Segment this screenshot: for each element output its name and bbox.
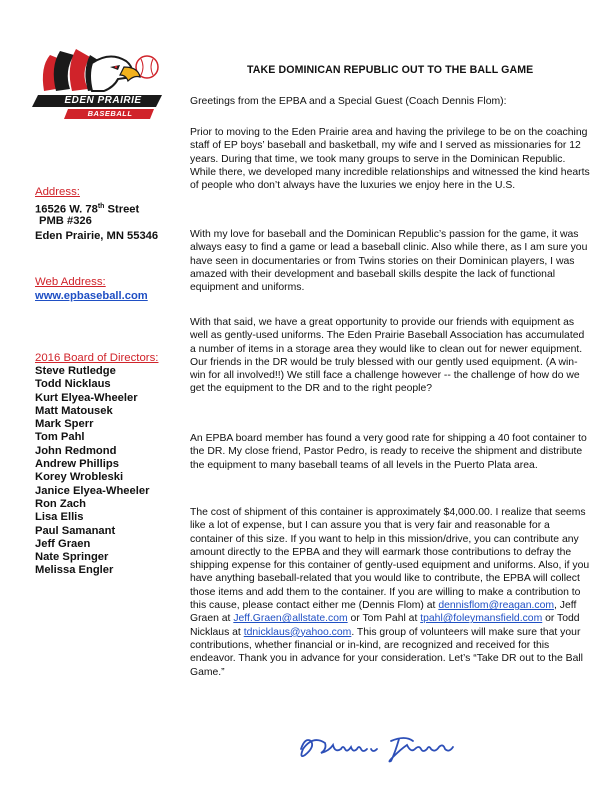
letter-paragraph-1: Prior to moving to the Eden Prairie area and having the privilege to be on the coaching staff of EP boys’ baseball and basketball, my wife and I served as missionaries for 12 years. During that time, we took many groups to serve in the Dominican Republic. While there, we developed many incredible relationships and witnessed the kind hearts of people who don’t always have the luxuries we enjoy here in the U.S. xyxy=(190,127,590,192)
director-name: Nate Springer xyxy=(35,551,109,564)
director-name: Janice Elyea-Wheeler xyxy=(35,484,150,497)
director-name: Steve Rutledge xyxy=(35,365,116,377)
address-line-2: PMB #326 xyxy=(39,215,92,227)
board-directors-list xyxy=(35,365,149,578)
letter-title: TAKE DOMINICAN REPUBLIC OUT TO THE BALL GAME xyxy=(247,64,534,76)
director-name: Korey Wrobleski xyxy=(35,471,124,484)
director-name: John Redmond xyxy=(35,444,117,457)
address-label: Address: xyxy=(35,186,80,198)
director-name: Matt Matousek xyxy=(35,404,113,417)
handwritten-signature xyxy=(295,727,465,767)
letter-paragraph-5: The cost of shipment of this container is approximately $4,000.00. I realize that seems like a lot of expense, but I can assure you that is very fair and reasonable for a container of this size. If you want to help in this mission/drive, you can contribute any amount directly to the EPBA and they will earmark those contributions to defray the shipping expense for this container of gently-used equipment and uniforms. Also, if you have anything baseball-related that you would like to contribute, the EPBA will collect those items and add them to the container. If you are willing to make a contribution to this cause, please contact either me (Dennis Flom) at dennisflom@reagan.com, Jeff Graen at Jeff.Graen@allstate.com or Tom Pahl at tpahl@foleymansfield.com or Todd Nicklaus at tdnicklaus@yahoo.com. This group of volunteers will make sure that your contributions, whether financial or in-kind, are recognized and received for this endeavor. Thank you in advance for your consideration. Let’s “Take DR out to the Ball Game.” xyxy=(190,507,590,678)
address-line-3: Eden Prairie, MN 55346 xyxy=(35,230,159,242)
letter-paragraph-4: An EPBA board member has found a very good rate for shipping a 40 foot container to the DR. My close friend, Pastor Pedro, is ready to receive the shipment and distribute the equipment to many baseball teams of all levels in the Puerto Plata area. xyxy=(190,433,587,471)
letter-greeting: Greetings from the EPBA and a Special Guest (Coach Dennis Flom): xyxy=(190,96,507,107)
director-name: Tom Pahl xyxy=(35,431,85,444)
logo-wordmark-top: EDEN PRAIRIE xyxy=(64,95,142,106)
director-name: Ron Zach xyxy=(35,497,86,510)
director-name: Kurt Elyea-Wheeler xyxy=(35,391,138,404)
director-name: Todd Nicklaus xyxy=(35,378,111,391)
web-address-label: Web Address: xyxy=(35,276,106,288)
director-name: Paul Samanant xyxy=(35,524,116,537)
logo-wordmark-bottom: BASEBALL xyxy=(87,109,133,118)
web-address-link[interactable]: www.epbaseball.com xyxy=(35,290,148,302)
email-link-todd[interactable]: tdnicklaus@yahoo.com xyxy=(243,626,352,638)
director-name: Mark Sperr xyxy=(35,418,94,431)
director-name: Melissa Engler xyxy=(35,564,114,577)
board-label: 2016 Board of Directors: xyxy=(35,352,159,364)
letter-paragraph-2: With my love for baseball and the Dominican Republic’s passion for the game, it was always easy to find a game or lead a baseball clinic. Also while there, as I am sure you have seen in documentaries or from Twins stories on their Dominican players, I was amazed with their development and baseball skills despite the lack of functional equipment and uniforms. xyxy=(190,229,588,294)
director-name: Andrew Phillips xyxy=(35,458,119,471)
director-name: Jeff Graen xyxy=(35,537,91,550)
director-name: Lisa Ellis xyxy=(35,511,84,524)
email-link-tom[interactable]: tpahl@foleymansfield.com xyxy=(420,613,543,625)
email-link-dennis[interactable]: dennisflom@reagan.com xyxy=(438,600,555,612)
address-line-1: 16526 W. 78th Street xyxy=(35,203,140,216)
letter-paragraph-3: With that said, we have a great opportunity to provide our friends with equipment as well as gently-used uniforms. The Eden Prairie Baseball Association has accumulated a number of items in a storage area they would like to clean out for newer equipment. Our friends in the DR would be truly blessed with our gently used equipment. (A win-win for all involved!!) We still face a challenge however -- the challenge of how do we get the equipment to the DR and to the right people? xyxy=(190,317,585,395)
email-link-jeff[interactable]: Jeff.Graen@allstate.com xyxy=(233,613,348,625)
